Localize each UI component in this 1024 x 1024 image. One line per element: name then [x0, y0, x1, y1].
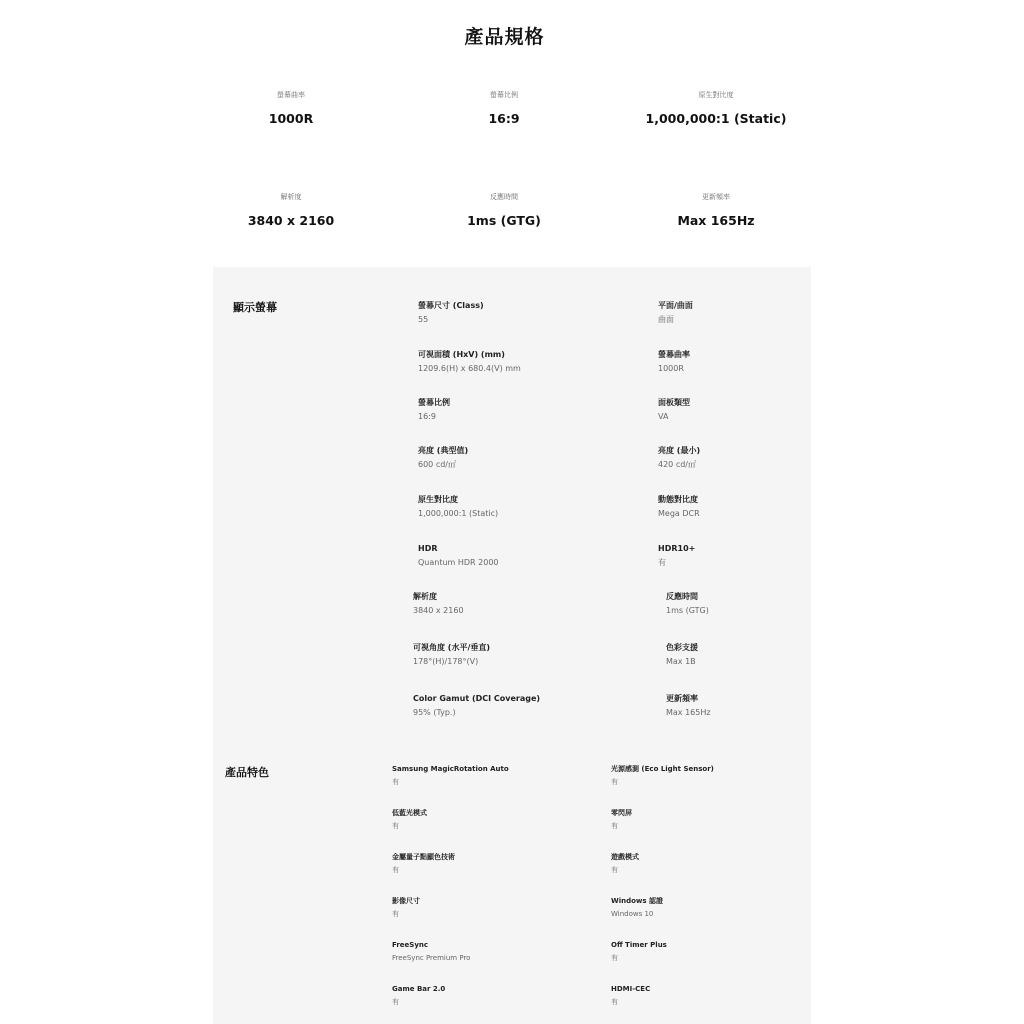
spec-value: 420 cd/㎡: [658, 460, 696, 469]
spec-key: Windows 認證: [611, 897, 663, 905]
spec-panel: [213, 267, 811, 1024]
spec-item: [658, 445, 700, 470]
highlight-label: 螢幕比例: [490, 91, 518, 99]
highlight-label: 原生對比度: [698, 91, 734, 99]
spec-key: 反應時間: [666, 592, 698, 601]
spec-value: 3840 x 2160: [413, 606, 464, 615]
spec-item: [392, 764, 509, 788]
spec-value: Max 165Hz: [666, 708, 711, 717]
spec-item: [658, 397, 690, 422]
spec-item: [392, 940, 470, 964]
spec-key: Samsung MagicRotation Auto: [392, 765, 509, 773]
spec-item: [418, 543, 499, 568]
spec-key: 動態對比度: [658, 495, 698, 504]
spec-item: [413, 591, 464, 616]
page-title: 產品規格: [464, 26, 545, 48]
highlight-value: 3840 x 2160: [247, 213, 335, 228]
spec-value: 有: [611, 954, 618, 962]
spec-key: 解析度: [413, 592, 437, 601]
highlight-curvature: [171, 90, 411, 127]
spec-item: [418, 397, 450, 422]
spec-key: 螢幕比例: [418, 398, 450, 407]
spec-item: [658, 349, 690, 374]
section-title-display: 顯示螢幕: [233, 301, 277, 314]
spec-key: 更新頻率: [666, 694, 698, 703]
spec-item: [392, 808, 427, 832]
spec-item: [611, 808, 632, 832]
spec-value: 1209.6(H) x 680.4(V) mm: [418, 364, 521, 373]
highlight-value: 1,000,000:1 (Static): [645, 111, 787, 126]
spec-value: 有: [392, 822, 399, 830]
spec-key: HDR10+: [658, 544, 696, 553]
spec-value: 55: [418, 315, 429, 324]
spec-value: Max 1B: [666, 657, 696, 666]
spec-key: FreeSync: [392, 941, 429, 949]
spec-value: FreeSync Premium Pro: [392, 954, 471, 962]
spec-item: [611, 764, 714, 788]
spec-value: 178°(H)/178°(V): [413, 657, 479, 666]
spec-key: 亮度 (典型值): [418, 446, 469, 455]
spec-item: [666, 642, 698, 667]
spec-item: [392, 896, 420, 920]
spec-key: 螢幕曲率: [658, 350, 690, 359]
highlight-label: 更新頻率: [702, 193, 730, 201]
highlight-value: Max 165Hz: [677, 213, 755, 228]
spec-item: [418, 494, 498, 519]
highlight-value: 16:9: [488, 111, 520, 126]
spec-value: 有: [611, 866, 618, 874]
spec-item: [611, 984, 650, 1008]
spec-item: [658, 300, 693, 325]
spec-value: 曲面: [658, 315, 674, 324]
spec-item: [658, 543, 695, 568]
highlight-response-time: [384, 192, 624, 229]
spec-item: [611, 852, 639, 876]
spec-key: 遊戲模式: [611, 853, 639, 861]
spec-value: Quantum HDR 2000: [418, 558, 499, 567]
spec-item: [413, 693, 540, 718]
spec-key: HDMI-CEC: [611, 985, 651, 993]
spec-value: 有: [611, 778, 618, 786]
highlight-resolution: [171, 192, 411, 229]
spec-key: 光源感測 (Eco Light Sensor): [611, 765, 714, 773]
spec-key: 低藍光模式: [392, 809, 427, 817]
spec-value: 有: [611, 822, 618, 830]
spec-item: [392, 852, 455, 876]
spec-key: 螢幕尺寸 (Class): [418, 301, 484, 310]
spec-key: 原生對比度: [418, 495, 458, 504]
spec-value: 1000R: [658, 364, 684, 373]
spec-item: [666, 693, 711, 718]
spec-item: [666, 591, 709, 616]
spec-item: [418, 300, 484, 325]
spec-key: 可視角度 (水平/垂直): [413, 643, 491, 652]
spec-value: 有: [658, 558, 666, 567]
spec-item: [418, 445, 468, 470]
spec-key: 平面/曲面: [658, 301, 693, 310]
spec-value: 有: [392, 998, 399, 1006]
spec-value: Windows 10: [611, 910, 654, 918]
spec-key: 色彩支援: [666, 643, 698, 652]
spec-value: 有: [611, 998, 618, 1006]
spec-item: [392, 984, 445, 1008]
spec-key: HDR: [418, 544, 438, 553]
section-title-features: 產品特色: [225, 766, 269, 779]
spec-item: [418, 349, 521, 374]
highlight-value: 1ms (GTG): [467, 213, 541, 228]
highlight-label: 螢幕曲率: [277, 91, 305, 99]
spec-item: [611, 940, 667, 964]
spec-key: 影像尺寸: [392, 897, 420, 905]
spec-key: Color Gamut (DCI Coverage): [413, 694, 541, 703]
spec-value: 1,000,000:1 (Static): [418, 509, 499, 518]
highlight-refresh-rate: [596, 192, 836, 229]
spec-value: Mega DCR: [658, 509, 700, 518]
spec-value: 1ms (GTG): [666, 606, 709, 615]
highlight-contrast: [596, 90, 836, 127]
highlight-label: 解析度: [280, 193, 302, 201]
spec-key: 零閃屏: [611, 809, 632, 817]
spec-value: 95% (Typ.): [413, 708, 456, 717]
spec-key: 面板類型: [658, 398, 690, 407]
spec-item: [658, 494, 700, 519]
spec-key: 可視面積 (HxV) (mm): [418, 350, 505, 359]
highlight-value: 1000R: [268, 111, 314, 126]
spec-key: 亮度 (最小): [658, 446, 701, 455]
highlight-label: 反應時間: [490, 193, 518, 201]
spec-key: 金屬量子點顯色技術: [392, 853, 455, 861]
highlight-aspect-ratio: [384, 90, 624, 127]
spec-value: 有: [392, 866, 399, 874]
spec-value: 有: [392, 910, 399, 918]
spec-key: Game Bar 2.0: [392, 985, 446, 993]
spec-value: VA: [658, 412, 669, 421]
spec-value: 有: [392, 778, 399, 786]
spec-item: [611, 896, 663, 920]
spec-value: 600 cd/㎡: [418, 460, 456, 469]
spec-item: [413, 642, 490, 667]
spec-value: 16:9: [418, 412, 436, 421]
spec-key: Off Timer Plus: [611, 941, 667, 949]
